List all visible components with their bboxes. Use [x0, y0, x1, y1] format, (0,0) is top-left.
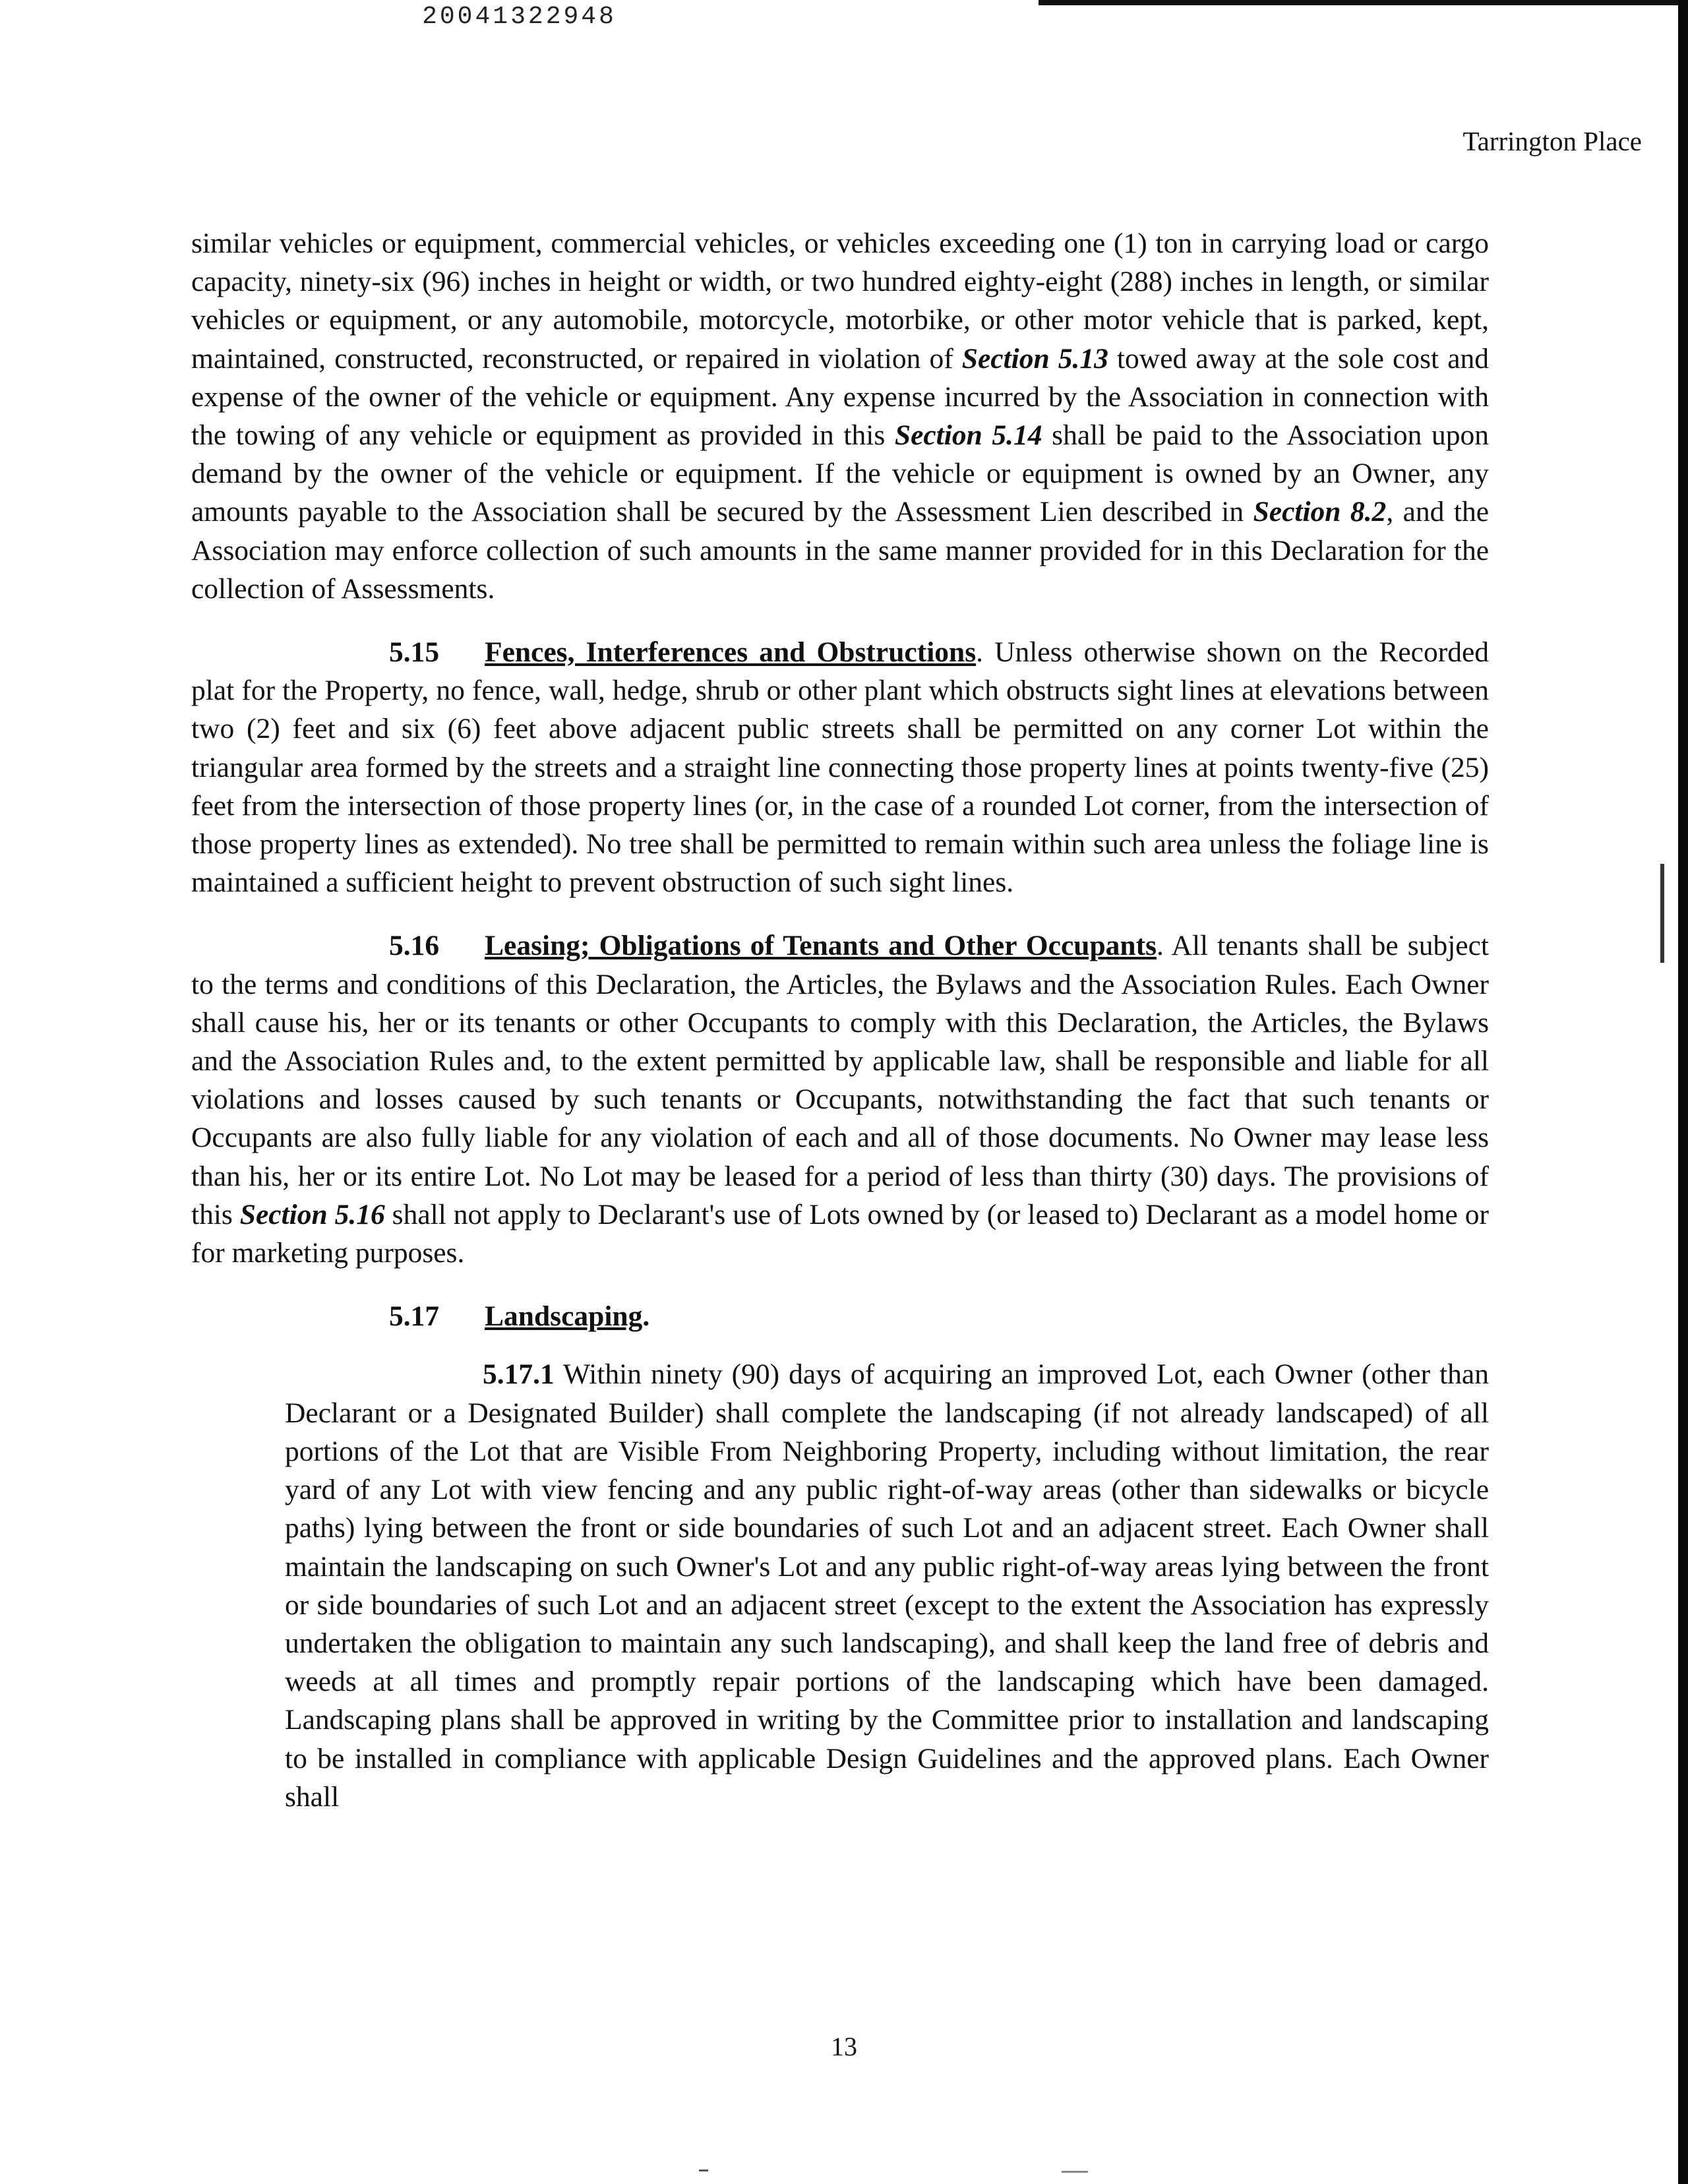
text-run: towed away at the sole cost and expense of the owner of the vehicle or equipment. Any expense incurred by the Association in connection with the towing of any vehicle or equipment as provided in this	[191, 342, 1490, 452]
subsection-number: 5.17.1	[483, 1358, 555, 1391]
section-reference: Section 8.2	[1253, 496, 1387, 528]
paragraph-continuation	[191, 224, 1489, 608]
section-title: Fences, Interferences and Obstructions	[485, 636, 977, 669]
section-body: . Unless otherwise shown on the Recorded plat for the Property, no fence, wall, hedge, shrub or other plant which obstructs sight lines at elevations between two (2) feet and six (6) feet above adjacent public streets shall be permitted on any corner Lot within the triangular area formed by the streets and a straight line connecting those property lines at points twenty-five (25) feet from the intersection of those property lines (or, in the case of a rounded Lot corner, from the intersection of those property lines as extended). No tree shall be permitted to remain within such area unless the foliage line is maintained a sufficient height to prevent obstruction of such sight lines.	[191, 636, 1490, 899]
section-title-suffix: .	[642, 1300, 650, 1333]
section-reference: Section 5.13	[961, 342, 1108, 375]
text-run: , and the Association may enforce collection of such amounts in the same manner provided for in this Declaration for the collection of Assessments.	[191, 496, 1489, 605]
section-title: Leasing; Obligations of Tenants and Other Occupants	[485, 930, 1157, 962]
section-reference: Section 5.14	[894, 419, 1042, 452]
page-number: 13	[831, 2032, 857, 2061]
section-body: . All tenants shall be subject to the terms and conditions of this Declaration, the Articles, the Bylaws and the Association Rules. Each Owner shall cause his, her or its tenants or other Occupants to comply with this Declaration, the Articles, the Bylaws and the Association Rules and, to the extent permitted by applicable law, shall be responsible and liable for all violations and losses caused by such tenants or Occupants, notwithstanding the fact that such tenants or Occupants are also fully liable for any violation of each and all of those documents. No Owner may lease less than his, her or its entire Lot. No Lot may be leased for a period of less than thirty (30) days. The provisions of this	[191, 930, 1489, 1230]
section-body: shall not apply to Declarant's use of Lots owned by (or leased to) Declarant as a model home or for marketing purposes.	[191, 1198, 1490, 1269]
section-number: 5.15	[389, 636, 440, 669]
scan-top-edge	[1039, 0, 1688, 5]
subsection-5-17-1	[285, 1355, 1489, 1815]
text-run: similar vehicles or equipment, commercial vehicles, or vehicles exceeding one (1) ton in carrying load or cargo capacity, ninety-six (96) inches in height or width, or two hundred eighty-eight (288) inches in length, or similar vehicles or equipment, or any automobile, motorcycle, motorbike, or other motor vehicle that is parked, kept, maintained, constructed, reconstructed, or repaired in violation of	[191, 228, 1489, 375]
scan-edge-mark	[1660, 864, 1664, 963]
subsection-body: Within ninety (90) days of acquiring an improved Lot, each Owner (other than Declarant or a Designated Builder) shall complete the landscaping (if not already landscaped) of all portions of the Lot that are Visible From Neighboring Property, including without limitation, the rear yard of any Lot with view fencing and any public right-of-way areas (other than sidewalks or bicycle paths) lying between the front or side boundaries of such Lot and an adjacent street. Each Owner shall maintain the landscaping on such Owner's Lot and any public right-of-way areas lying between the front or side boundaries of such Lot and an adjacent street (except to the extent the Association has expressly undertaken the obligation to maintain any such landscaping), and shall keep the land free of debris and weeds at all times and promptly repair portions of the landscaping which have been damaged. Landscaping plans shall be approved in writing by the Committee prior to installation and landscaping to be installed in compliance with applicable Design Guidelines and the approved plans. Each Owner shall	[285, 1358, 1489, 1813]
running-header: Tarrington Place	[1462, 126, 1642, 156]
section-number: 5.17	[389, 1300, 440, 1333]
document-body	[191, 224, 1489, 1816]
document-stamp-number: 20041322948	[422, 3, 617, 31]
section-5-17	[389, 1297, 1489, 1335]
section-5-15	[191, 633, 1489, 901]
section-title: Landscaping	[485, 1300, 643, 1333]
section-reference: Section 5.16	[239, 1198, 385, 1230]
text-run: shall be paid to the Association upon demand by the owner of the vehicle or equipment. If the vehicle or equipment is owned by an Owner, any amounts payable to the Association shall be secured by the Assessment Lien described in	[191, 419, 1489, 528]
scan-speck	[1062, 2171, 1088, 2173]
scan-right-edge	[1678, 0, 1688, 2184]
section-5-16	[191, 926, 1489, 1272]
section-number: 5.16	[389, 930, 440, 962]
scan-speck	[699, 2169, 708, 2171]
